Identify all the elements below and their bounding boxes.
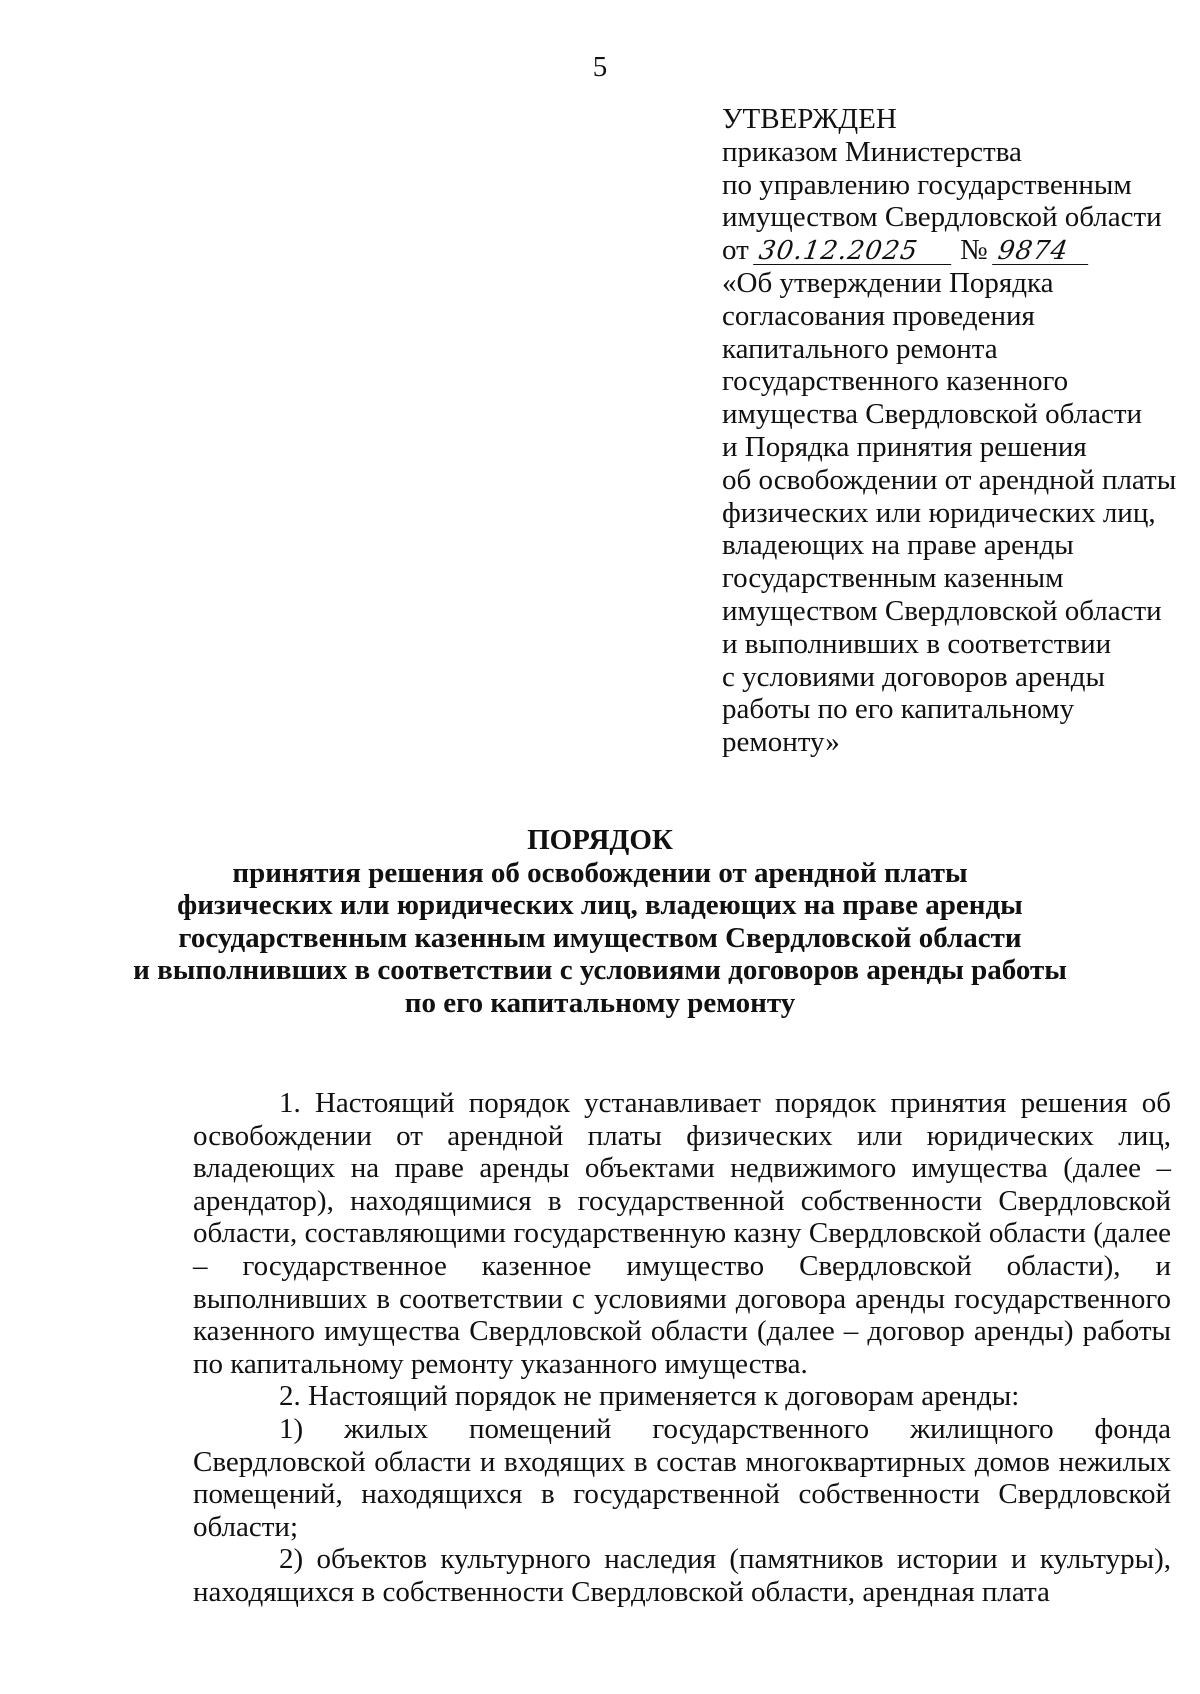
- approval-subject-line: имущества Свердловской области: [722, 398, 1143, 431]
- body-paragraph: 2) объектов культурного наследия (памятников истории и культуры), находящихся в собственности Свердловской области, арендная плата: [193, 1543, 1171, 1608]
- approval-line: по управлению государственным: [722, 168, 1132, 201]
- document-title: [0, 824, 1200, 1019]
- approval-subject-line: государственного казенного: [722, 365, 1069, 398]
- approval-subject-line: «Об утверждении Порядка: [722, 266, 1054, 299]
- title-subtitle-line: по его капитальному ремонту: [404, 986, 796, 1019]
- approval-subject-line: ремонту»: [722, 726, 840, 759]
- title-heading: ПОРЯДОК: [527, 824, 673, 856]
- approval-subject-line: и выполнивших в соответствии: [722, 627, 1112, 660]
- document-body: [193, 1087, 1171, 1609]
- approval-line: приказом Министерства: [722, 135, 1022, 168]
- number-sign: №: [960, 234, 988, 267]
- approval-subject-line: владеющих на праве аренды: [722, 529, 1074, 562]
- title-subtitle-line: и выполнивших в соответствии с условиями договоров аренды работы: [133, 954, 1067, 986]
- approval-subject-line: имуществом Свердловской области: [722, 594, 1162, 627]
- handwritten-date: 30.12.2025: [753, 238, 955, 265]
- handwritten-number: 9874: [992, 238, 1092, 265]
- body-paragraph: 2. Настоящий порядок не применяется к договорам аренды:: [279, 1380, 1020, 1413]
- page-number: 5: [592, 51, 608, 83]
- approval-line: УТВЕРЖДЕН: [722, 103, 897, 135]
- body-paragraph: 1) жилых помещений государственного жилищного фонда Свердловской области и входящих в состав многоквартирных домов нежилых помещений, находящихся в государственной собственности Свердловской области;: [193, 1412, 1171, 1543]
- approval-line: имуществом Свердловской области: [722, 201, 1162, 234]
- approval-subject-line: работы по его капитальному: [722, 693, 1075, 726]
- body-paragraph: 1. Настоящий порядок устанавливает порядок принятия решения об освобождении от арендной платы физических или юридических лиц, владеющих на праве аренды объектами недвижимого имущества (далее – арендатор), находящимися в государственной собственности Свердловской области, составляющими государственную казну Свердловской области (далее – государственное казенное имущество Свердловской области), и выполнивших в соответствии с условиями договора аренды государственного казенного имущества Свердловской области (далее – договор аренды) работы по капитальному ремонту указанного имущества.: [193, 1087, 1171, 1380]
- title-subtitle-line: государственным казенным имуществом Свердловской области: [178, 921, 1022, 954]
- approval-subject-line: об освобождении от арендной платы: [722, 463, 1177, 496]
- title-subtitle-line: физических или юридических лиц, владеющих на праве аренды: [177, 889, 1023, 921]
- approval-subject-line: физических или юридических лиц,: [722, 496, 1156, 529]
- title-subtitle-line: принятия решения об освобождении от арендной платы: [232, 856, 968, 889]
- approval-date-line: [722, 234, 1182, 267]
- approval-subject-line: государственным казенным: [722, 562, 1064, 595]
- approval-subject-line: и Порядка принятия решения: [722, 430, 1087, 463]
- approval-stamp: [722, 103, 1182, 759]
- approval-subject-line: согласования проведения: [722, 299, 1035, 332]
- approval-subject-line: капитального ремонта: [722, 332, 998, 365]
- date-prefix: от: [722, 234, 749, 267]
- approval-subject-line: с условиями договоров аренды: [722, 660, 1106, 693]
